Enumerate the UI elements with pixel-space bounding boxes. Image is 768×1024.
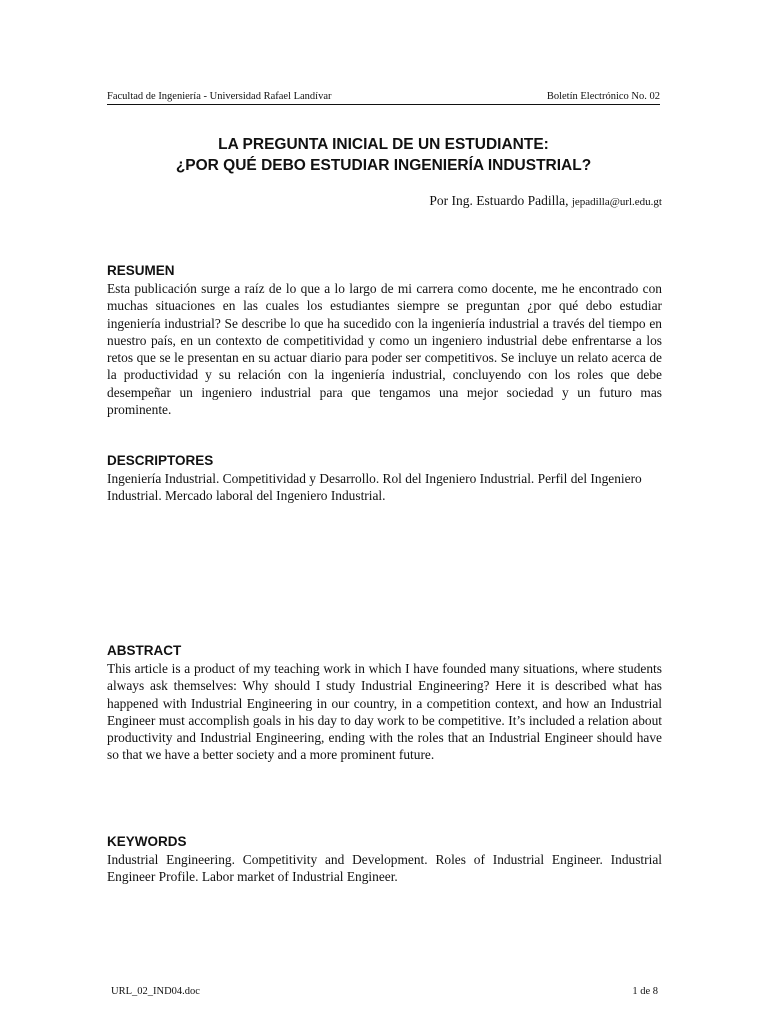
abstract-text: This article is a product of my teaching work in which I have founded many situations, where students always ask themselves: Why should I study Industrial Engineering? Here it is described what has happened with Industrial Engineering in our country, in a competition context, and how an Industrial Engineer must accomplish goals in his day to day work to be competitive. It’s included a relation about productivity and Industrial Engineering, ending with the roles that an Industrial Engineer should have so that we have a better society and a more prominent future. [107,661,662,763]
resumen-heading: RESUMEN [107,263,175,278]
author-name: Por Ing. Estuardo Padilla, [429,193,569,208]
footer-filename: URL_02_IND04.doc [111,986,200,997]
descriptores-heading: DESCRIPTORES [107,453,214,468]
keywords-text: Industrial Engineering. Competitivity and Development. Roles of Industrial Engineer. Industrial Engineer Profile. Labor market of Industrial Engineer. [107,852,662,885]
resumen-text: Esta publicación surge a raíz de lo que a lo largo de mi carrera como docente, me he encontrado con muchas situaciones en las cuales los estudiantes siempre se preguntan ¿por qué debo estudiar ingeniería industrial? Se describe lo que ha sucedido con la ingeniería industrial a través del tiempo en nuestro país, en un contexto de competitividad y como un ingeniero industrial debe enfrentarse a los retos que se le presentan en su actuar diario para poder ser competitivos. Se incluye un relato acerca de la productividad y su relación con la ingeniería industrial, concluyendo con los roles que debe desempeñar un ingeniero industrial para que tengamos una mejor sociedad y un futuro mas prominente. [107,281,662,418]
author-email: jepadilla@url.edu.gt [571,196,662,208]
descriptores-text: Ingeniería Industrial. Competitividad y Desarrollo. Rol del Ingeniero Industrial. Perfil del Ingeniero Industrial. Mercado laboral del Ingeniero Industrial. [107,471,642,504]
document-title [107,134,660,176]
header-bulletin-number: Boletín Electrónico No. 02 [546,91,660,102]
title-line-2: ¿POR QUÉ DEBO ESTUDIAR INGENIERÍA INDUSTRIAL? [175,157,592,174]
header-divider [107,104,660,105]
author-line [429,193,662,210]
header-institution: Facultad de Ingeniería - Universidad Rafael Landívar [107,91,332,102]
keywords-heading: KEYWORDS [107,834,187,849]
title-line-1: LA PREGUNTA INICIAL DE UN ESTUDIANTE: [218,136,549,153]
abstract-heading: ABSTRACT [107,643,182,658]
footer-page-number: 1 de 8 [632,986,658,997]
